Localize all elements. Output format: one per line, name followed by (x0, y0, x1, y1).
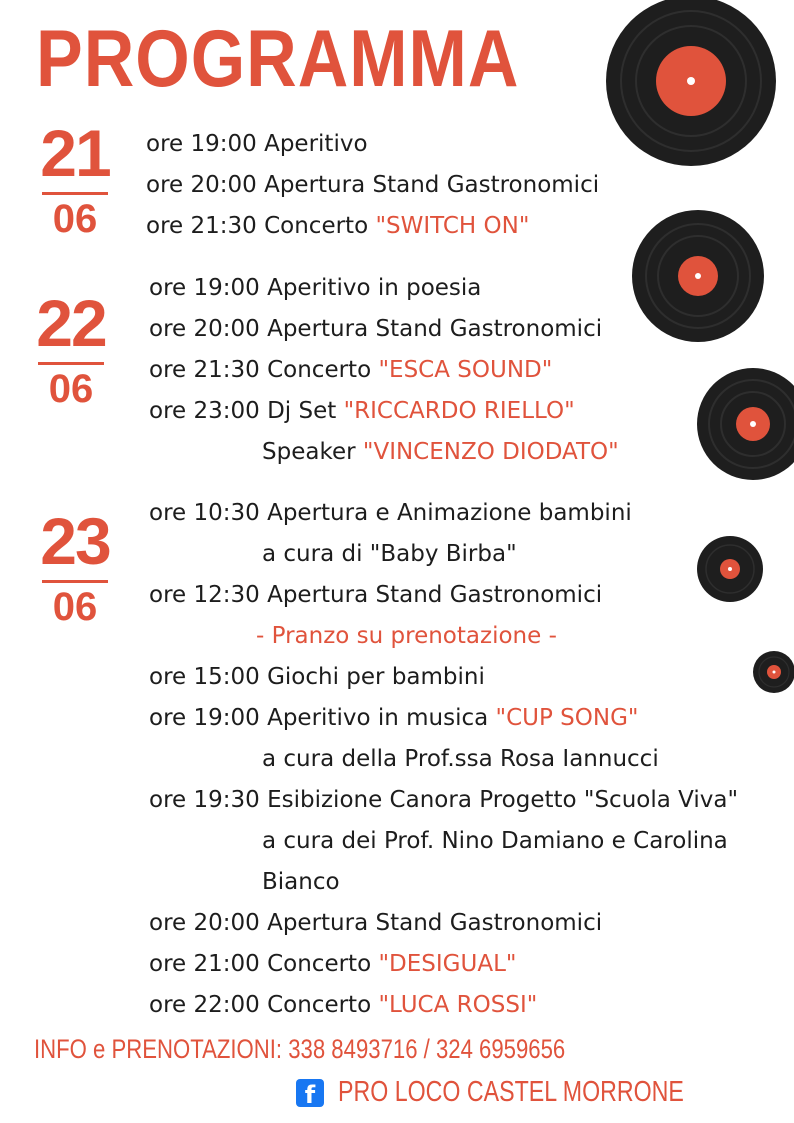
schedule-line: ore 20:00 Apertura Stand Gastronomici (149, 910, 603, 936)
date-divider (42, 192, 108, 195)
schedule-line: ore 19:30 Esibizione Canora Progetto "Scuola Viva" (149, 787, 739, 813)
facebook-page-name: PRO LOCO CASTEL MORRONE (338, 1076, 684, 1108)
schedule-line: ore 19:00 Aperitivo in poesia (149, 275, 482, 301)
vinyl-record-icon (697, 368, 794, 480)
schedule-line: ore 19:00 Aperitivo (146, 131, 368, 157)
date-badge-23 (30, 504, 120, 629)
performer-name: "SWITCH ON" (375, 213, 530, 239)
schedule-line: Speaker "VINCENZO DIODATO" (262, 439, 619, 465)
schedule-line: Bianco (262, 869, 340, 895)
schedule-line: ore 19:00 Aperitivo in musica "CUP SONG" (149, 705, 639, 731)
facebook-link[interactable] (296, 1076, 770, 1109)
date-divider (42, 580, 108, 583)
date-badge-22 (26, 286, 116, 411)
vinyl-record-icon (753, 651, 794, 693)
contact-info: INFO e PRENOTAZIONI: 338 8493716 / 324 6959656 (34, 1034, 566, 1064)
schedule-line: ore 10:30 Apertura e Animazione bambini (149, 500, 632, 526)
month-number: 06 (52, 197, 98, 241)
vinyl-record-icon (606, 0, 776, 166)
date-badge-21 (30, 116, 120, 241)
schedule-line: a cura della Prof.ssa Rosa Iannucci (262, 746, 659, 772)
schedule-line: ore 15:00 Giochi per bambini (149, 664, 485, 690)
performer-name: "CUP SONG" (495, 705, 639, 731)
lunch-note: - Pranzo su prenotazione - (256, 623, 557, 649)
performer-name: "RICCARDO RIELLO" (343, 398, 575, 424)
schedule-line: ore 21:30 Concerto "SWITCH ON" (146, 213, 530, 239)
performer-name: "DESIGUAL" (378, 951, 517, 977)
day-number: 23 (40, 504, 110, 578)
performer-name: "ESCA SOUND" (378, 357, 553, 383)
schedule-line: ore 23:00 Dj Set "RICCARDO RIELLO" (149, 398, 575, 424)
vinyl-record-icon (632, 210, 764, 342)
schedule-day-21 (146, 124, 599, 247)
schedule-line: ore 20:00 Apertura Stand Gastronomici (149, 316, 603, 342)
schedule-line: ore 20:00 Apertura Stand Gastronomici (146, 172, 600, 198)
facebook-icon: f (296, 1079, 324, 1107)
performer-name: "LUCA ROSSI" (378, 992, 538, 1018)
month-number: 06 (48, 367, 94, 411)
schedule-day-22 (149, 268, 619, 473)
schedule-day-23 (149, 493, 738, 1026)
schedule-line: ore 21:30 Concerto "ESCA SOUND" (149, 357, 553, 383)
month-number: 06 (52, 585, 98, 629)
schedule-line: ore 21:00 Concerto "DESIGUAL" (149, 951, 517, 977)
performer-name: "VINCENZO DIODATO" (362, 439, 619, 465)
schedule-line: ore 22:00 Concerto "LUCA ROSSI" (149, 992, 538, 1018)
schedule-line (149, 616, 738, 657)
page-title: PROGRAMMA (36, 13, 520, 104)
schedule-line: a cura di "Baby Birba" (262, 541, 517, 567)
schedule-line: a cura dei Prof. Nino Damiano e Carolina (262, 828, 728, 854)
schedule-line: ore 12:30 Apertura Stand Gastronomici (149, 582, 603, 608)
date-divider (38, 362, 104, 365)
day-number: 21 (40, 116, 110, 190)
day-number: 22 (36, 286, 106, 360)
